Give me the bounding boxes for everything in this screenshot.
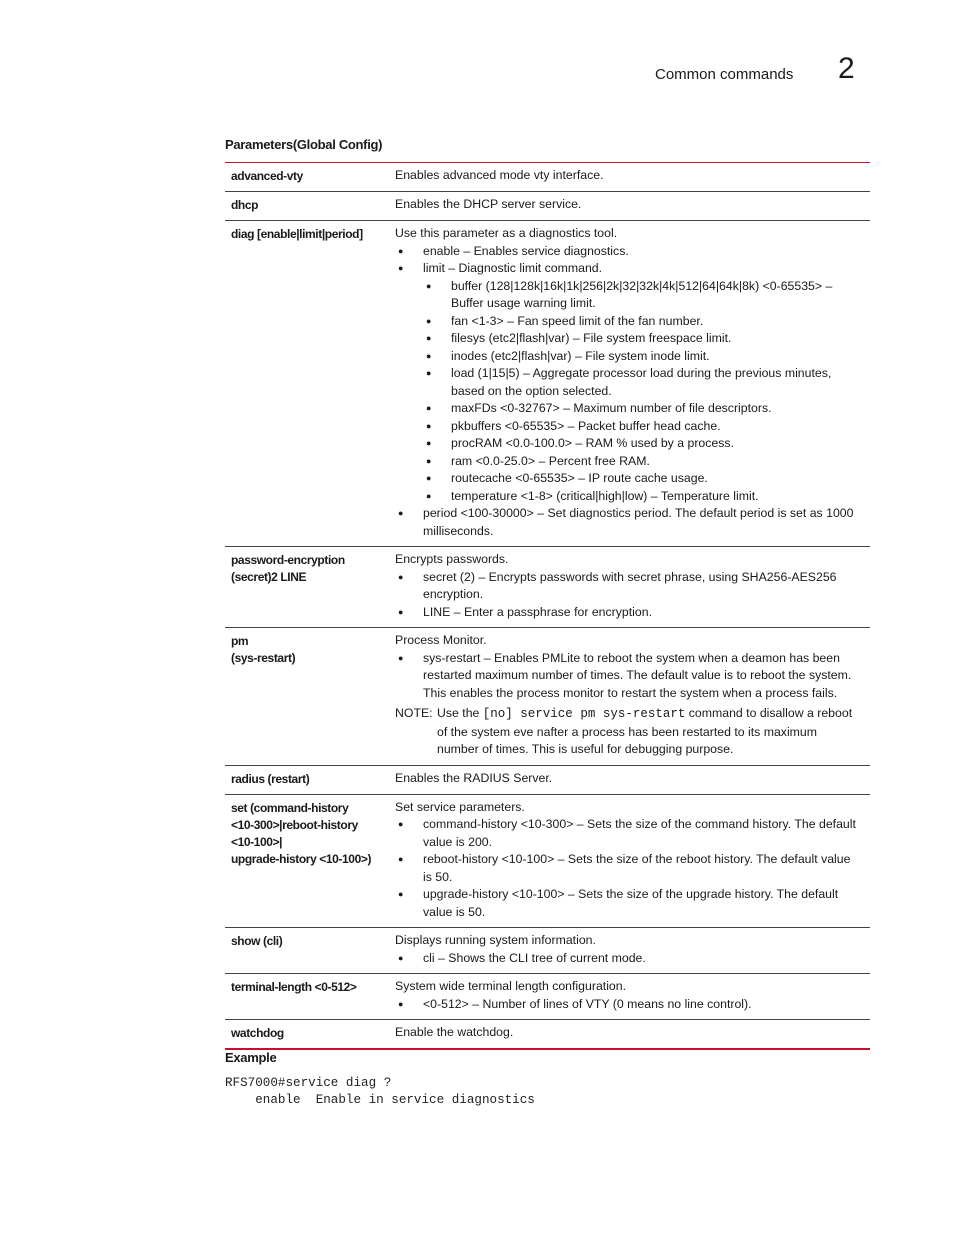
table-row-terminal-length [225, 973, 870, 1019]
param-description-intro: Process Monitor. [395, 633, 487, 647]
list-item: ● sys-restart – Enables PMLite to reboot the system when a deamon has been restarted maximum number of times. The default value is to reboot the system. This enables the process monitor to restart the system when a process fails. [395, 650, 862, 703]
list-item: ● reboot-history <10-100> – Sets the size of the reboot history. The default value is 50. [395, 851, 862, 886]
note-text [437, 705, 862, 759]
param-description-intro: Encrypts passwords. [395, 552, 509, 566]
bullet-list [395, 996, 862, 1014]
example-heading: Example [225, 1050, 277, 1065]
param-name-line: (secret)2 LINE [231, 570, 307, 584]
list-item: ● procRAM <0.0-100.0> – RAM % used by a process. [423, 435, 862, 453]
list-item: ● load (1|15|5) – Aggregate processor load during the previous minutes, based on the option selected. [423, 365, 862, 400]
parameters-table [225, 162, 870, 1050]
list-item: ● command-history <10-300> – Sets the size of the command history. The default value is 200. [395, 816, 862, 851]
note-text-pre: Use the [437, 706, 483, 720]
table-row-set [225, 794, 870, 928]
param-description: Enables the RADIUS Server. [395, 770, 553, 785]
table-row-diag [225, 220, 870, 546]
running-header-title: Common commands [655, 66, 794, 83]
bullet-list [395, 569, 862, 622]
param-description: Enable the watchdog. [395, 1025, 514, 1039]
sub-bullet-list [423, 278, 862, 506]
list-item: ● LINE – Enter a passphrase for encryption. [395, 604, 862, 622]
param-name [225, 628, 395, 765]
param-name: dhcp [231, 198, 259, 212]
code-line: RFS7000#service diag ? [225, 1076, 392, 1090]
bullet-list [395, 816, 862, 921]
param-name [225, 795, 395, 928]
table-row-dhcp [225, 191, 870, 220]
table-row-password-encryption [225, 546, 870, 627]
param-name: show (cli) [231, 934, 283, 948]
param-name-line: upgrade-history <10-100>) [231, 851, 372, 866]
list-item: ● enable – Enables service diagnostics. [395, 243, 862, 261]
param-description [395, 221, 870, 546]
param-name-line: <10-300>|reboot-history [231, 817, 358, 832]
param-name-line: pm [231, 634, 249, 648]
param-description-intro: Displays running system information. [395, 933, 596, 947]
param-description [395, 547, 870, 627]
table-row-watchdog [225, 1019, 870, 1048]
param-description-intro: Set service parameters. [395, 799, 525, 814]
param-name: radius (restart) [231, 771, 310, 786]
param-description: Enables advanced mode vty interface. [395, 168, 604, 182]
list-item: ● <0-512> – Number of lines of VTY (0 means no line control). [395, 996, 862, 1014]
list-item: ● period <100-30000> – Set diagnostics period. The default period is set as 1000 milliseconds. [395, 505, 862, 540]
param-name: advanced-vty [231, 169, 303, 183]
list-item: ● ram <0.0-25.0> – Percent free RAM. [423, 453, 862, 471]
note-text-post: command to disallow a reboot of the system eve nafter a process has been restarted to its maximum number of times. This is useful for debugging purpose. [437, 706, 853, 756]
param-name-line: set (command-history [231, 800, 349, 815]
list-item: ● upgrade-history <10-100> – Sets the size of the upgrade history. The default value is 50. [395, 886, 862, 921]
note-label: NOTE: [395, 706, 433, 720]
param-name-line: (sys-restart) [231, 651, 296, 665]
note-block [395, 705, 862, 759]
param-description [395, 795, 870, 928]
param-name: terminal-length <0-512> [231, 980, 357, 994]
list-item: ● filesys (etc2|flash|var) – File system freespace limit. [423, 330, 862, 348]
param-description-intro: System wide terminal length configuration. [395, 979, 627, 993]
param-description [395, 974, 870, 1019]
param-description-intro: Use this parameter as a diagnostics tool. [395, 226, 618, 240]
list-item: ● buffer (128|128k|16k|1k|256|2k|32|32k|4k|512|64|64k|8k) <0-65535> – Buffer usage warning limit. [423, 278, 862, 313]
chapter-number: 2 [838, 52, 855, 85]
param-name: watchdog [231, 1026, 284, 1040]
param-name-line: <10-100>| [231, 834, 283, 849]
list-item: ● routecache <0-65535> – IP route cache usage. [423, 470, 862, 488]
bullet-list [395, 950, 862, 968]
param-description [395, 628, 870, 765]
section-heading: Parameters(Global Config) [225, 137, 383, 152]
list-item: ● maxFDs <0-32767> – Maximum number of file descriptors. [423, 400, 862, 418]
note-command: [no] service pm sys-restart [482, 707, 686, 721]
table-row-pm [225, 627, 870, 765]
param-description [395, 928, 870, 973]
list-item: ● fan <1-3> – Fan speed limit of the fan number. [423, 313, 862, 331]
table-row-radius [225, 765, 870, 794]
list-item: ● cli – Shows the CLI tree of current mode. [395, 950, 862, 968]
list-item: ● secret (2) – Encrypts passwords with secret phrase, using SHA256-AES256 encryption. [395, 569, 862, 604]
bullet-list [395, 650, 862, 703]
code-line: enable Enable in service diagnostics [225, 1092, 535, 1107]
param-name [225, 547, 395, 627]
example-code-block [225, 1075, 535, 1108]
param-name: diag [enable|limit|period] [231, 227, 363, 241]
table-row-show [225, 927, 870, 973]
list-item: ● temperature <1-8> (critical|high|low) – Temperature limit. [423, 488, 862, 506]
param-name-line: password-encryption [231, 553, 345, 567]
list-item: ● inodes (etc2|flash|var) – File system inode limit. [423, 348, 862, 366]
list-item [395, 260, 862, 505]
bullet-list [395, 243, 862, 541]
list-item-text: limit – Diagnostic limit command. [423, 261, 603, 275]
param-description: Enables the DHCP server service. [395, 197, 582, 211]
table-row-advanced-vty [225, 163, 870, 191]
list-item: ● pkbuffers <0-65535> – Packet buffer head cache. [423, 418, 862, 436]
